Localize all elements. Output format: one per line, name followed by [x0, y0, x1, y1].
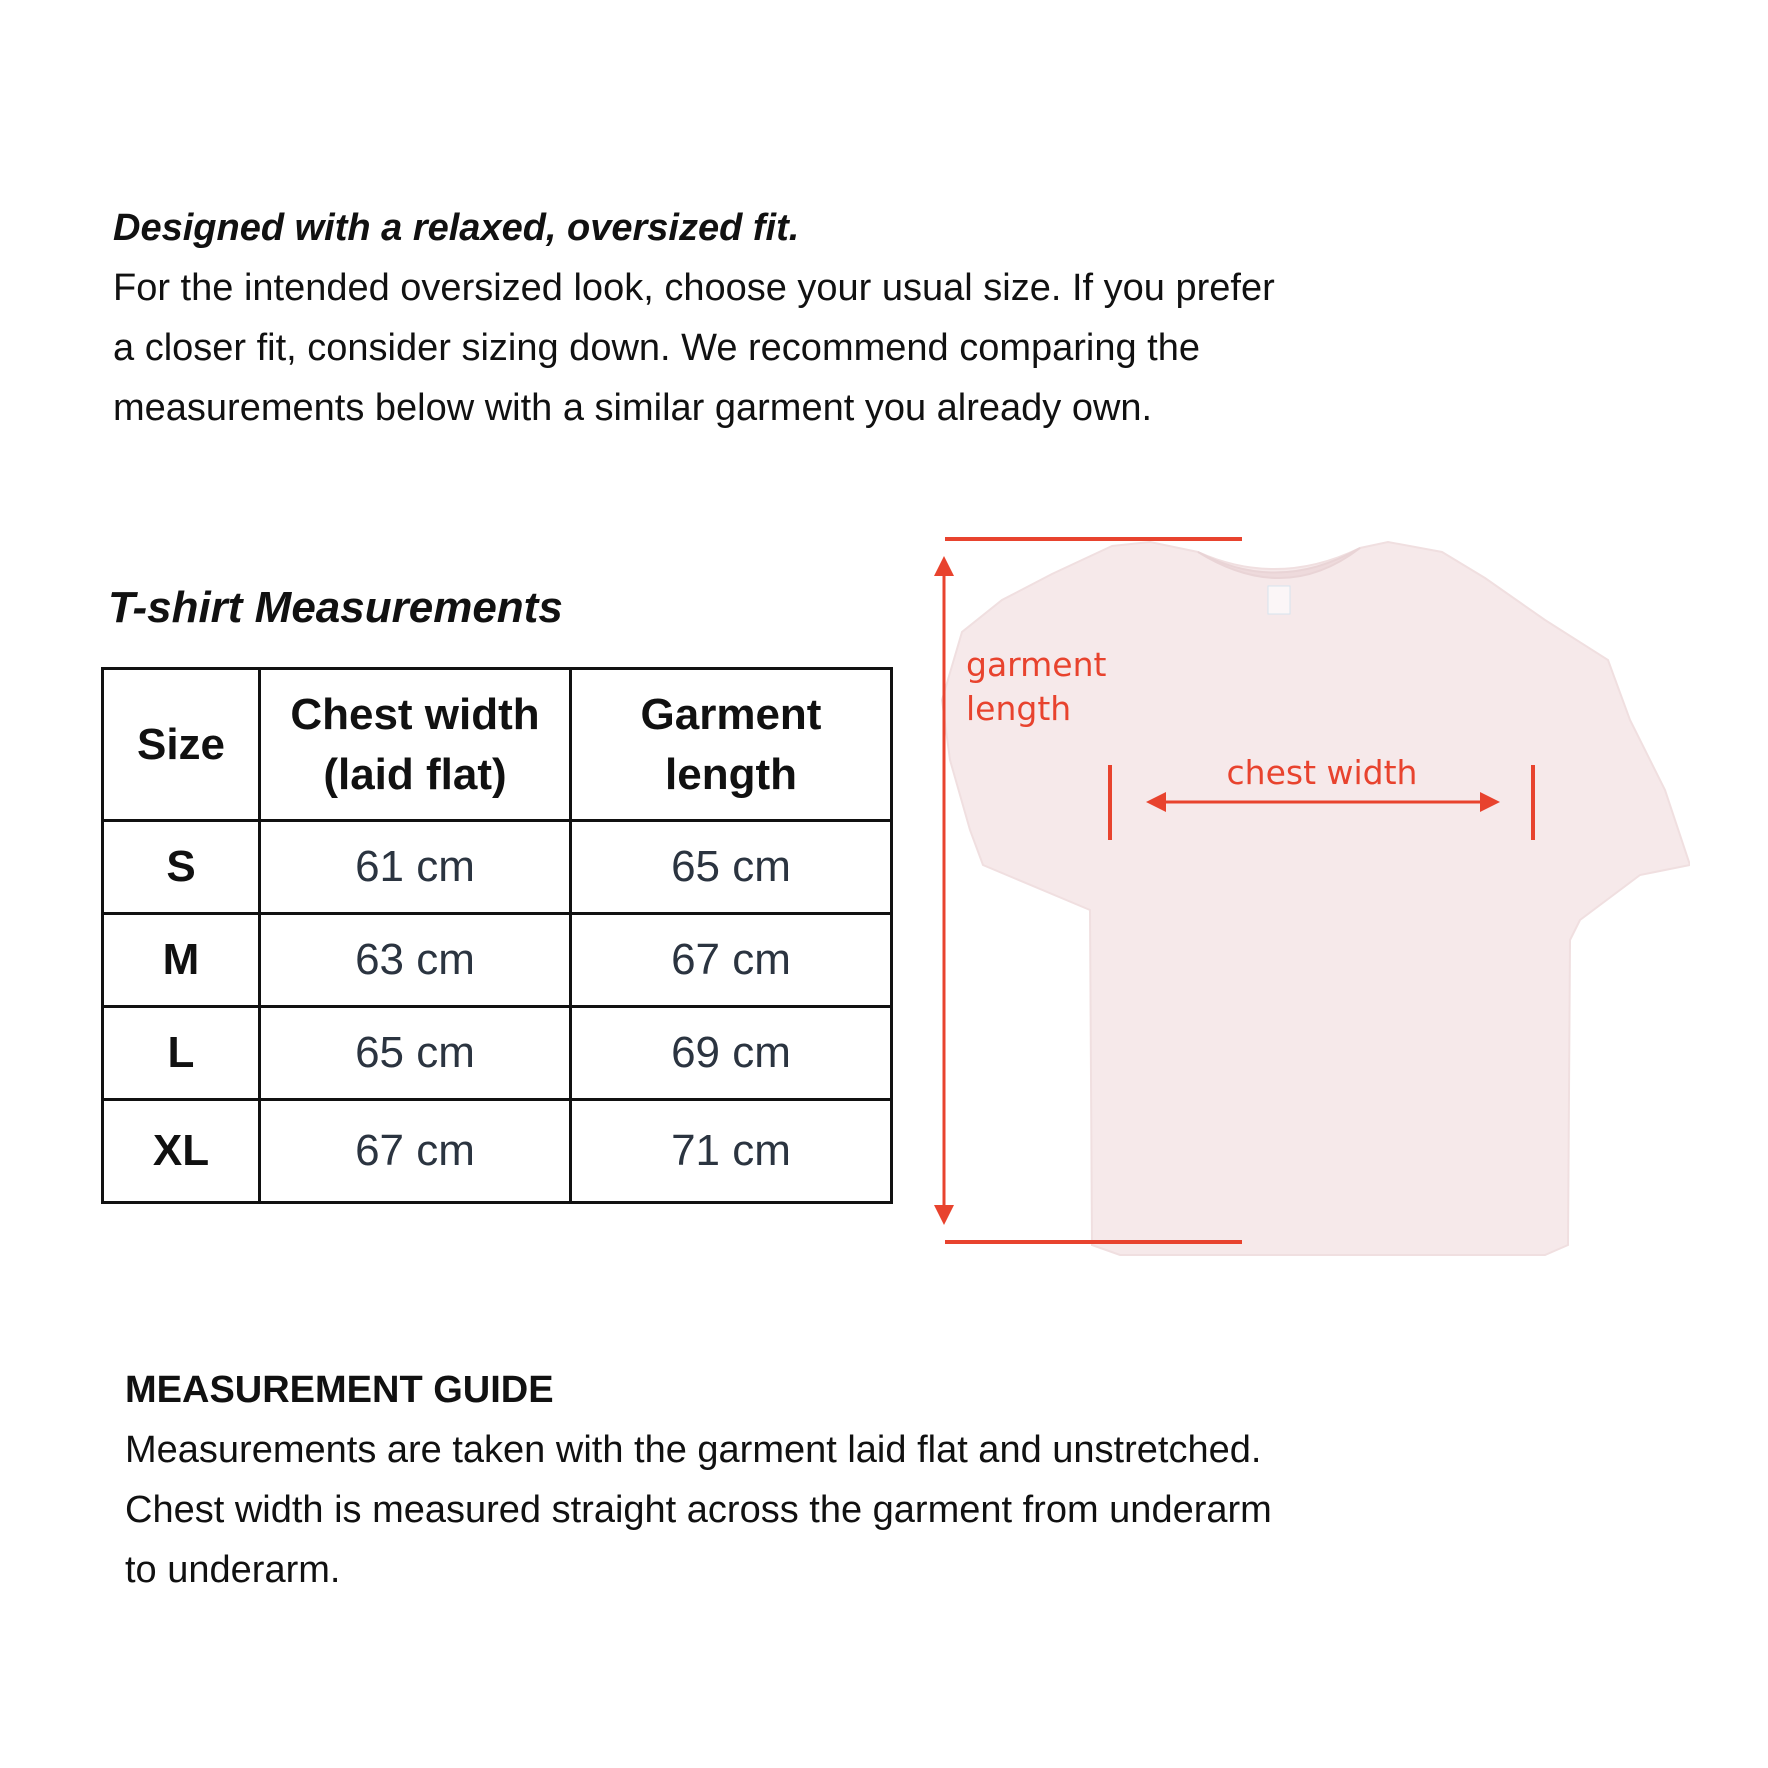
- header-size: [103, 669, 260, 821]
- garment-length-label-line1: garment: [966, 645, 1107, 684]
- intro-title: Designed with a relaxed, oversized fit.: [113, 207, 800, 249]
- table-title: T-shirt Measurements: [108, 583, 563, 632]
- length-cell: 65 cm: [571, 821, 892, 914]
- length-cell: 67 cm: [571, 914, 892, 1007]
- intro-line: For the intended oversized look, choose your usual size. If you prefer: [113, 267, 1275, 309]
- size-cell: L: [103, 1007, 260, 1100]
- size-cell: M: [103, 914, 260, 1007]
- header-chest-line2: (laid flat): [323, 749, 507, 799]
- table-row: [103, 1007, 892, 1100]
- header-size-label: Size: [136, 719, 226, 769]
- table-row: [103, 914, 892, 1007]
- length-arrow-bottom-icon: [934, 1205, 954, 1225]
- length-arrow-top-icon: [934, 556, 954, 576]
- table-row: [103, 1100, 892, 1203]
- table-row: [103, 821, 892, 914]
- chest-width-label: chest width: [1226, 753, 1418, 792]
- chest-cell: 61 cm: [260, 821, 571, 914]
- tshirt-label-tag-icon: [1268, 586, 1290, 614]
- header-chest-line1: Chest width: [290, 689, 540, 739]
- chest-cell: 65 cm: [260, 1007, 571, 1100]
- table-header-row: [103, 669, 892, 821]
- header-garment-length: [571, 669, 892, 821]
- header-chest-width: [260, 669, 571, 821]
- header-length-line1: Garment: [640, 689, 822, 739]
- guide-line: Chest width is measured straight across the garment from underarm: [125, 1489, 1272, 1531]
- length-cell: 71 cm: [571, 1100, 892, 1203]
- intro-line: measurements below with a similar garment you already own.: [113, 387, 1153, 429]
- guide-title: MEASUREMENT GUIDE: [125, 1369, 554, 1411]
- size-cell: XL: [103, 1100, 260, 1203]
- intro-line: a closer fit, consider sizing down. We recommend comparing the: [113, 327, 1201, 369]
- intro-section: [113, 198, 1413, 438]
- chest-cell: 67 cm: [260, 1100, 571, 1203]
- size-cell: S: [103, 821, 260, 914]
- chest-cell: 63 cm: [260, 914, 571, 1007]
- size-table: [101, 667, 893, 1204]
- header-length-line2: length: [665, 749, 797, 799]
- guide-line: to underarm.: [125, 1549, 341, 1591]
- garment-length-label-line2: length: [966, 689, 1072, 728]
- length-cell: 69 cm: [571, 1007, 892, 1100]
- measurement-guide: [125, 1360, 1425, 1600]
- tshirt-diagram: [930, 520, 1690, 1270]
- guide-line: Measurements are taken with the garment laid flat and unstretched.: [125, 1429, 1262, 1471]
